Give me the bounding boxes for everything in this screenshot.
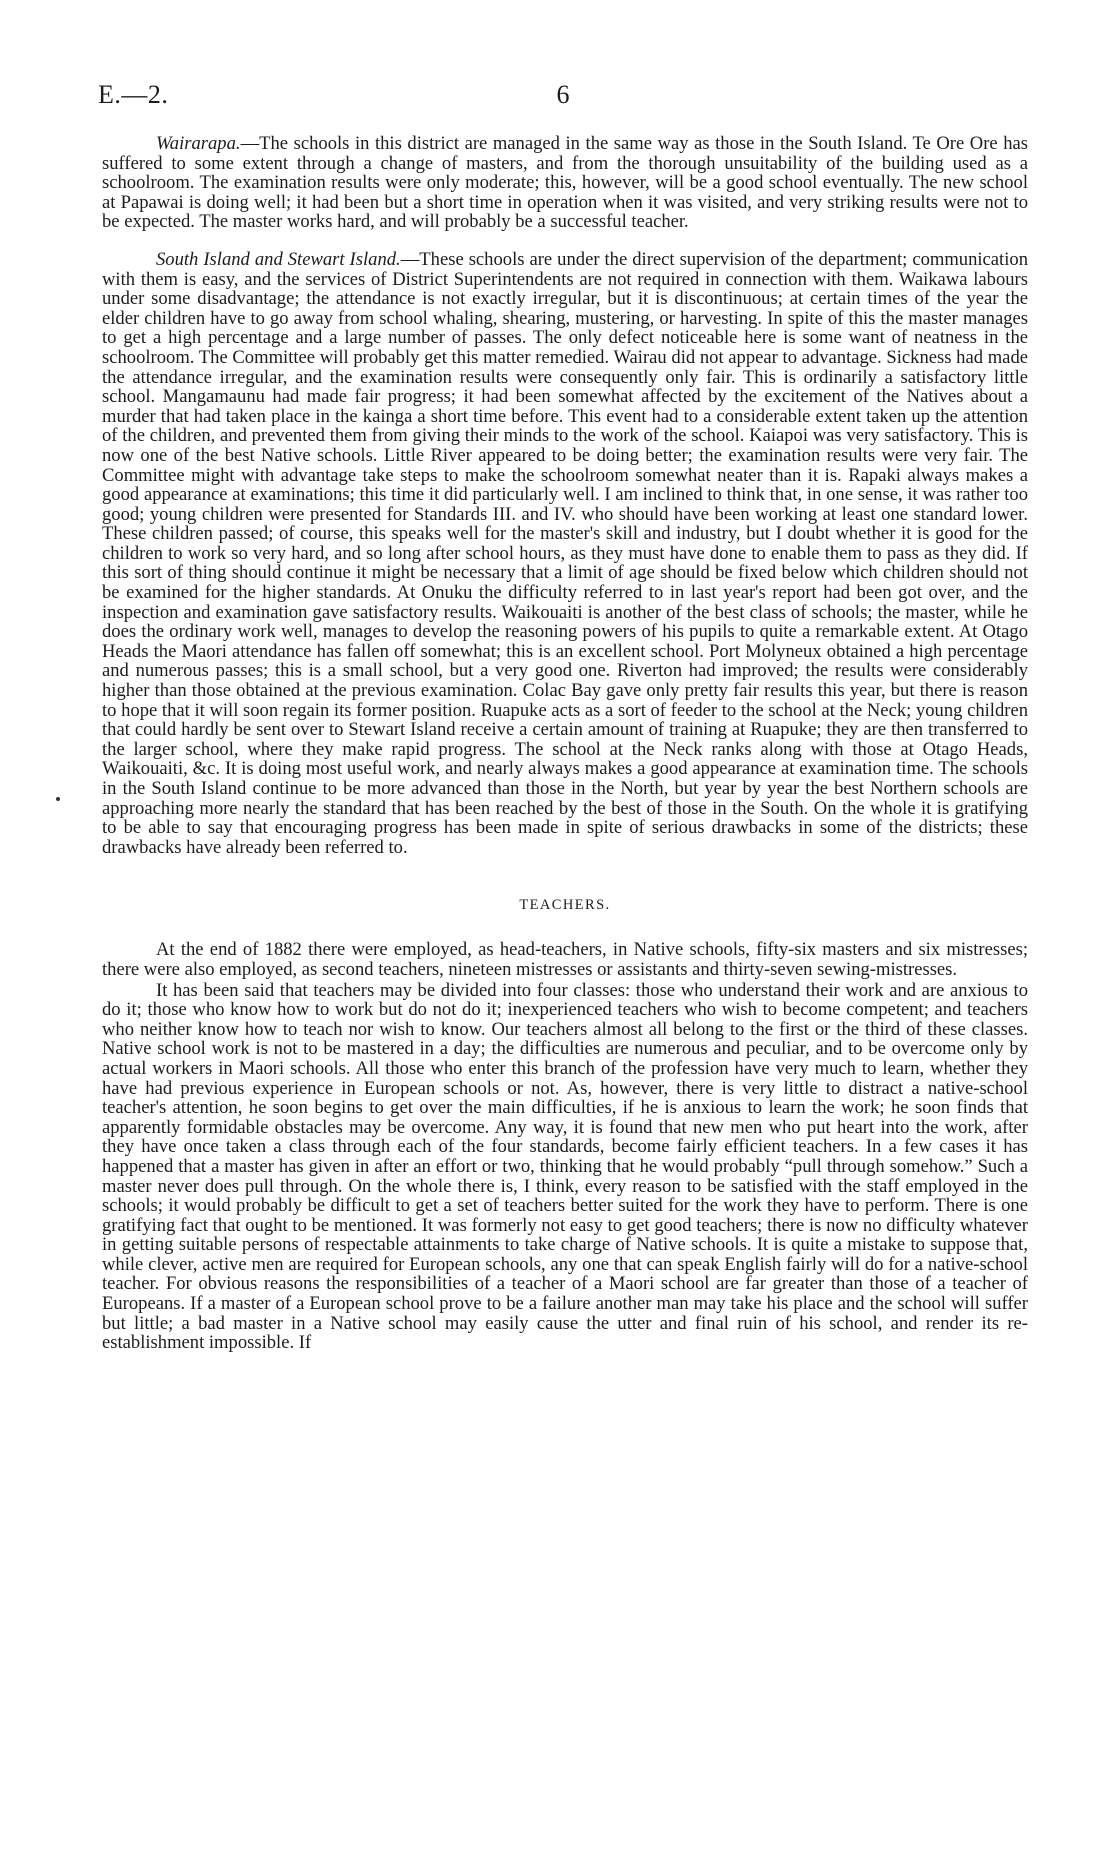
text-south-island: —These schools are under the direct supervision of the department; communication with them is easy, and the services of District Superintendents are not required in connection with them. Waikawa labours under some disadvantage; the attendance is not exactly irregular, but it is discontinuous; at certain times of the year the elder children have to go away from school whaling, shearing, mustering, or harvesting. In spite of this the master manages to get a high percentage and a large number of passes. The only defect noticeable here is some want of neatness in the schoolroom. The Committee will probably get this matter remedied. Wairau did not appear to advantage. Sickness had made the attendance irregular, and the examination results were consequently only fair. This is ordinarily a satisfactory little school. Mangamaunu had made fair progress; it had been somewhat affected by the excitement of the Natives about a murder that had taken place in the kainga a short time before. This event had to a considerable extent taken up the attention of the children, and prevented them from giving their minds to the work of the school. Kaiapoi was very satisfactory. This is now one of the best Native schools. Little River appeared to be doing better; the examination results were very fair. The Committee might with advantage take steps to make the schoolroom somewhat neater than it is. Rapaki always makes a good appearance at examinations; this time it did particularly well. I am inclined to think that, in one sense, it was rather too good; young children were presented for Standards III. and IV. who should have been working at least one standard lower. These children passed; of course, this speaks well for the master's skill and industry, but I doubt whether it is good for the children to work so very hard, and so long after school hours, as they must have done to enable them to pass as they did. If this sort of thing should continue it might be necessary that a limit of age should be fixed below which children should not be examined for the higher standards. At Onuku the difficulty referred to in last year's report had been got over, and the inspection and examination gave satisfactory results. Waikouaiti is another of the best class of schools; the master, while he does the ordinary work well, manages to develop the reasoning powers of his pupils to quite a remarkable extent. At Otago Heads the Maori attendance has fallen off somewhat; this is an excellent school. Port Molyneux obtained a high percentage and numerous passes; this is a small school, but a very good one. Riverton had improved; the results were considerably higher than those obtained at the previous examination. Colac Bay gave only pretty fair results this year, but there is reason to hope that it will soon regain its former position. Ruapuke acts as a sort of feeder to the school at the Neck; young children that could hardly be sent over to Stewart Island receive a certain amount of training at Ruapuke; they are then transferred to the larger school, where they make rapid progress. The school at the Neck ranks along with those at Otago Heads, Waikouaiti, &c. It is doing most useful work, and nearly always makes a good appearance at examination time. The schools in the South Island continue to be more advanced than those in the North, but year by year the best Northern schools are approaching more nearly the standard that has been reached by the best of those in the South. On the whole it is gratifying to be able to say that encouraging progress has been made in spite of serious drawbacks in some of the districts; these drawbacks have already been referred to.	[102, 248, 1028, 858]
paragraph-south-island	[102, 250, 1028, 857]
margin-mark	[56, 797, 60, 801]
document-code: E.—2.	[98, 80, 169, 109]
text-wairarapa: —The schools in this district are managed in the same way as those in the South Island. Te Ore Ore has suffered to some extent through a change of masters, and from the thorough unsuitability of the building used as a schoolroom. The examination results were only moderate; this, however, will be a good school eventually. The new school at Papawai is doing well; it had been but a short time in operation when it was visited, and very striking results were not to be expected. The master works hard, and will probably be a successful teacher.	[102, 133, 1028, 233]
section-heading-teachers: TEACHERS.	[519, 897, 611, 914]
lead-south-island: South Island and Stewart Island.	[156, 248, 401, 270]
body-text	[102, 134, 1028, 1353]
paragraph-teachers-2: It has been said that teachers may be divided into four classes: those who understand their work and are anxious to do it; those who know how to work but do not do it; inexperienced teachers who wish to become competent; and teachers who neither know how to teach nor wish to know. Our teachers almost all belong to the first or the third of these classes. Native school work is not to be mastered in a day; the difficulties are numerous and peculiar, and to be overcome only by actual workers in Maori schools. All those who enter this branch of the profession have very much to learn, whether they have had previous experience in European schools or not. As, however, there is very little to distract a native-school teacher's attention, he soon begins to get over the main difficulties, if he is anxious to learn the work; he soon finds that apparently formidable obstacles may be overcome. Any way, it is found that new men who put heart into the work, after they have once taken a class through each of the four standards, become fairly efficient teachers. In a few cases it has happened that a master has given in after an effort or two, thinking that he would probably “pull through somehow.” Such a master never does pull through. On the whole there is, I think, every reason to be satisfied with the staff employed in the schools; it would probably be difficult to get a set of teachers better suited for the work they have to perform. There is one gratifying fact that ought to be mentioned. It was formerly not easy to get good teachers; there is now no difficulty whatever in getting suitable persons of respectable attainments to take charge of Native schools. It is quite a mistake to suppose that, while clever, active men are required for European schools, any one that can speak English fairly will do for a native-school teacher. For obvious reasons the responsibilities of a teacher of a Maori school are far greater than those of a teacher of Europeans. If a master of a European school prove to be a failure another man may take his place and the school will suffer but little; a bad master in a Native school may easily cause the utter and final ruin of his school, and render its re-establishment impossible. If	[102, 979, 1028, 1354]
page-header	[98, 80, 1028, 114]
lead-wairarapa: Wairarapa.	[156, 133, 241, 154]
page-number: 6	[556, 80, 570, 109]
paragraph-wairarapa	[102, 134, 1028, 232]
paragraph-teachers-1: At the end of 1882 there were employed, as head-teachers, in Native schools, fifty-six masters and six mistresses; there were also employed, as second teachers, nineteen mistresses or assistants and thirty-seven sewing-mistresses.	[102, 939, 1028, 980]
